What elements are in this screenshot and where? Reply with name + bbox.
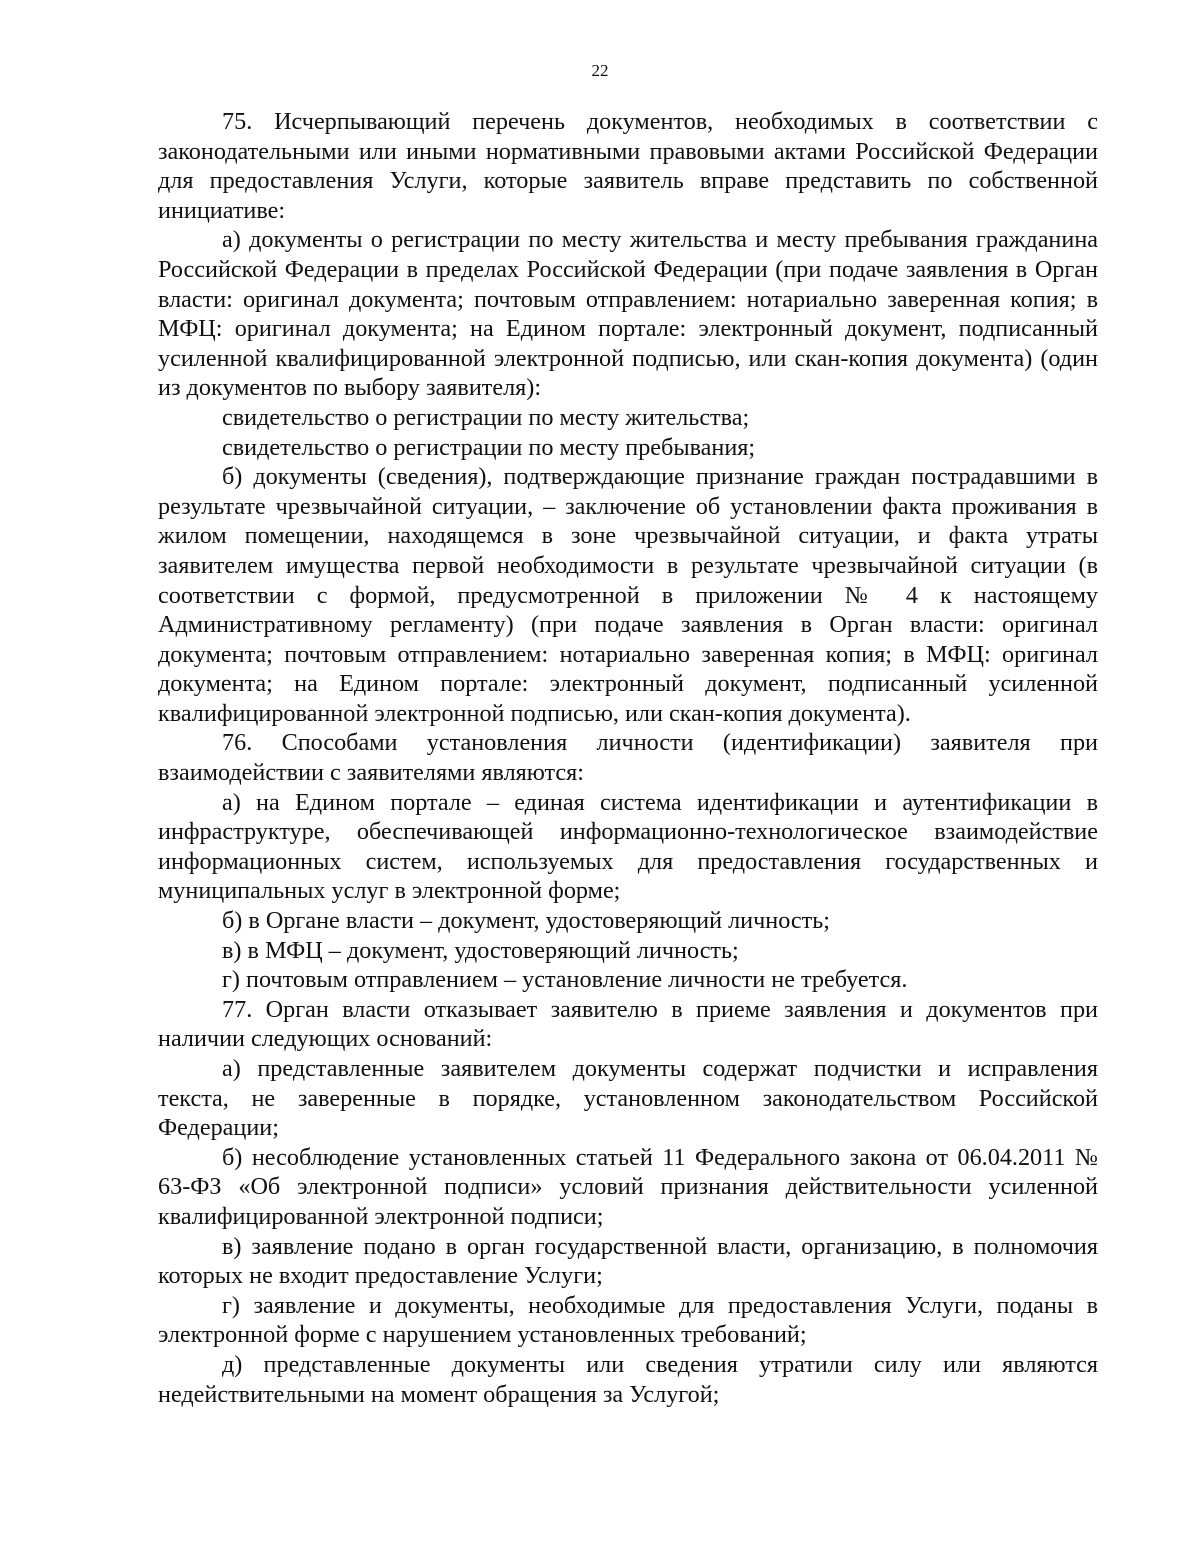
page-number: 22 [591, 61, 609, 80]
document-body [158, 107, 1098, 1409]
paragraph-77-g: г) заявление и документы, необходимые для предоставления Услуги, поданы в электронной форме с нарушением установленных требований; [158, 1291, 1098, 1349]
paragraph-76: 76. Способами установления личности (идентификации) заявителя при взаимодействии с заявителями являются: [158, 729, 1098, 787]
paragraph-76-g: г) почтовым отправлением – установление личности не требуется. [222, 966, 908, 994]
paragraph-77-d: д) представленные документы или сведения утратили силу или являются недействительными на момент обращения за Услугой; [158, 1350, 1098, 1408]
paragraph-76-a: а) на Едином портале – единая система идентификации и аутентификации в инфраструктуре, обеспечивающей информационно-технологическое взаимодействие информационных систем, используемых для предоставления государственных и муниципальных услуг в электронной форме; [158, 788, 1098, 905]
paragraph-76-b: б) в Органе власти – документ, удостоверяющий личность; [222, 907, 830, 935]
paragraph-75-a-item-2: свидетельство о регистрации по месту пребывания; [222, 433, 756, 461]
paragraph-76-v: в) в МФЦ – документ, удостоверяющий личность; [222, 936, 739, 964]
paragraph-75: 75. Исчерпывающий перечень документов, необходимых в соответствии с законодательными или иными нормативными правовыми актами Российской Федерации для предоставления Услуги, которые заявитель вправе представить по собственной инициативе: [158, 108, 1098, 224]
paragraph-77: 77. Орган власти отказывает заявителю в приеме заявления и документов при наличии следующих оснований: [158, 995, 1098, 1053]
paragraph-77-v: в) заявление подано в орган государственной власти, организацию, в полномочия которых не входит предоставление Услуги; [158, 1232, 1098, 1290]
paragraph-75-a-item-1: свидетельство о регистрации по месту жительства; [222, 403, 750, 431]
paragraph-75-a: а) документы о регистрации по месту жительства и месту пребывания гражданина Российской Федерации в пределах Российской Федерации (при подаче заявления в Орган власти: оригинал документа; почтовым отправлением: нотариально заверенная копия; в МФЦ: оригинал документа; на Едином портале: электронный документ, подписанный усиленной квалифицированной электронной подписью, или скан-копия документа) (один из документов по выбору заявителя): [158, 226, 1098, 402]
paragraph-75-b: б) документы (сведения), подтверждающие признание граждан пострадавшими в результате чрезвычайной ситуации, – заключение об установлении факта проживания в жилом помещении, находящемся в зоне чрезвычайной ситуации, и факта утраты заявителем имущества первой необходимости в результате чрезвычайной ситуации (в соответствии с формой, предусмотренной в приложении № 4 к настоящему Административному регламенту) (при подаче заявления в Орган власти: оригинал документа; почтовым отправлением: нотариально заверенная копия; в МФЦ: оригинал документа; на Едином портале: электронный документ, подписанный усиленной квалифицированной электронной подписью, или скан-копия документа). [158, 463, 1098, 727]
paragraph-77-b: б) несоблюдение установленных статьей 11 Федерального закона от 06.04.2011 № 63-ФЗ «Об электронной подписи» условий признания действительности усиленной квалифицированной электронной подписи; [158, 1143, 1098, 1230]
paragraph-77-a: а) представленные заявителем документы содержат подчистки и исправления текста, не заверенные в порядке, установленном законодательством Российской Федерации; [158, 1055, 1098, 1142]
